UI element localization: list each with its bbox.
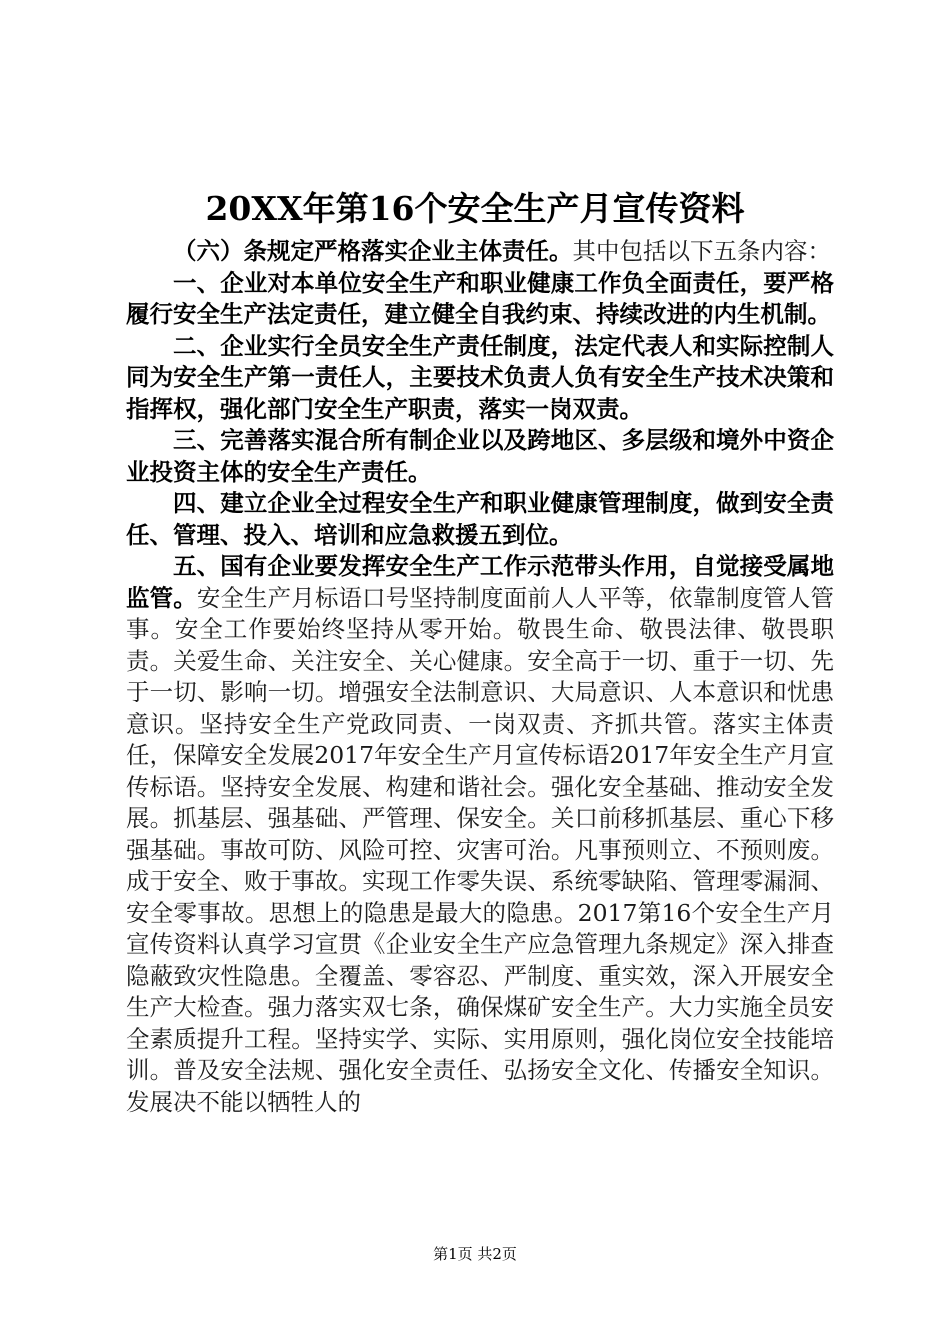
clause-item-5 xyxy=(126,551,834,1118)
intro-text: 其中包括以下五条内容： xyxy=(572,237,831,265)
clause-item-4: 四、建立企业全过程安全生产和职业健康管理制度，做到安全责任、管理、投入、培训和应急救援五到位。 xyxy=(126,489,834,549)
intro-heading: （六）条规定严格落实企业主体责任。 xyxy=(173,237,573,265)
intro-paragraph xyxy=(126,236,834,268)
slogans-text: 安全生产月标语口号坚持制度面前人人平等，依靠制度管人管事。安全工作要始终坚持从零开始。敬畏生命、敬畏法律、敬畏职责。关爱生命、关注安全、关心健康。安全高于一切、重于一切、先于一切、影响一切。增强安全法制意识、大局意识、人本意识和忧患意识。坚持安全生产党政同责、一岗双责、齐抓共管。落实主体责任，保障安全发展2017年安全生产月宣传标语2017年安全生产月宣传标语。坚持安全发展、构建和谐社会。强化安全基础、推动安全发展。抓基层、强基础、严管理、保安全。关口前移抓基层、重心下移强基础。事故可防、风险可控、灾害可治。凡事预则立、不预则废。成于安全、败于事故。实现工作零失误、系统零缺陷、管理零漏洞、安全零事故。思想上的隐患是最大的隐患。2017第16个安全生产月宣传资料认真学习宣贯《企业安全生产应急管理九条规定》深入排查隐蔽致灾性隐患。全覆盖、零容忍、严制度、重实效，深入开展安全生产大检查。强力落实双七条，确保煤矿安全生产。大力实施全员安全素质提升工程。坚持实学、实际、实用原则，强化岗位安全技能培训。普及安全法规、强化安全责任、弘扬安全文化、传播安全知识。发展决不能以牺牲人的 xyxy=(126,583,835,1116)
clause-item-2: 二、企业实行全员安全生产责任制度，法定代表人和实际控制人同为安全生产第一责任人，主要技术负责人负有安全生产技术决策和指挥权，强化部门安全生产职责，落实一岗双责。 xyxy=(126,331,834,423)
clause-item-5-heading: 五、国有企业要发挥安全生产工作示范带头作用，自觉接受属地监管。 xyxy=(126,552,834,612)
clause-item-3: 三、完善落实混合所有制企业以及跨地区、多层级和境外中资企业投资主体的安全生产责任。 xyxy=(126,426,834,486)
document-body xyxy=(126,236,834,1118)
document-title: 20XX年第16个安全生产月宣传资料 xyxy=(205,189,745,228)
page-footer: 第1页 共2页 xyxy=(433,1245,517,1263)
clause-item-1: 一、企业对本单位安全生产和职业健康工作负全面责任，要严格履行安全生产法定责任，建立健全自我约束、持续改进的内生机制。 xyxy=(126,268,834,328)
